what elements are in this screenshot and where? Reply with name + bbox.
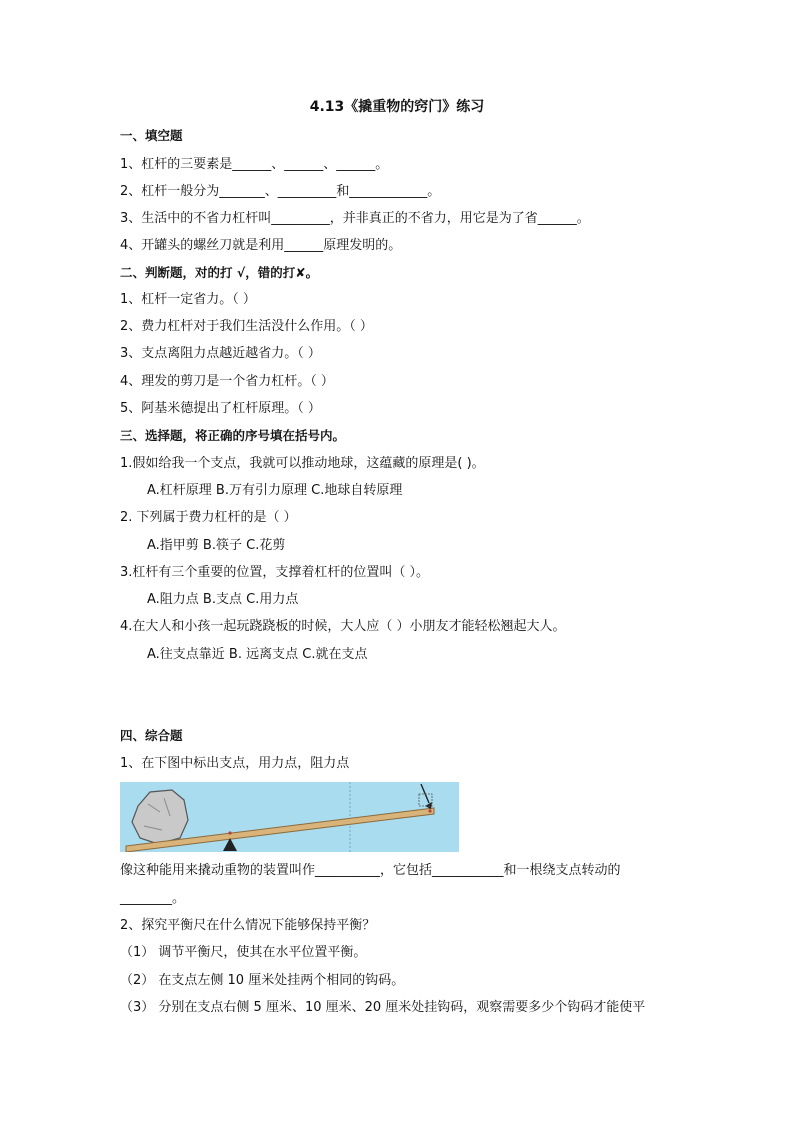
combo-step-1: （1） 调节平衡尺，使其在水平位置平衡。 bbox=[120, 945, 367, 960]
fill-question-1: 1、杠杆的三要素是______、______、______。 bbox=[120, 157, 389, 172]
judge-question-3: 3、支点离阻力点越近越省力。（ ） bbox=[120, 346, 321, 361]
combo-step-2: （2） 在支点左侧 10 厘米处挂两个相同的钩码。 bbox=[120, 973, 405, 988]
combo-fill-line-1: 像这种能用来撬动重物的装置叫作__________，它包括___________和一根绕支点转动的 bbox=[120, 863, 621, 878]
combo-fill-line-2: ________。 bbox=[120, 891, 186, 906]
combo-question-2: 2、探究平衡尺在什么情况下能够保持平衡？ bbox=[120, 918, 376, 933]
section-multiple-choice: 三、选择题，将正确的序号填在括号内。 bbox=[120, 428, 346, 443]
fill-question-2: 2、杠杆一般分为_______、_________和____________。 bbox=[120, 184, 441, 199]
choice-options-3: A.阻力点 B.支点 C.用力点 bbox=[147, 592, 299, 607]
choice-options-4: A.往支点靠近 B. 远离支点 C.就在支点 bbox=[147, 647, 368, 662]
judge-question-4: 4、理发的剪刀是一个省力杠杆。（ ） bbox=[120, 374, 334, 389]
section-true-false: 二、判断题，对的打 √，错的打✘。 bbox=[120, 265, 319, 280]
judge-question-2: 2、费力杠杆对于我们生活没什么作用。（ ） bbox=[120, 319, 373, 334]
section-fill-in: 一、填空题 bbox=[120, 128, 183, 143]
fill-question-3: 3、生活中的不省力杠杆叫_________，并非真正的不省力，用它是为了省______。 bbox=[120, 211, 590, 226]
choice-options-2: A.指甲剪 B.筷子 C.花剪 bbox=[147, 538, 286, 553]
fill-question-4: 4、开罐头的螺丝刀就是利用______原理发明的。 bbox=[120, 238, 402, 253]
choice-question-4: 4.在大人和小孩一起玩跷跷板的时候，大人应（ ）小朋友才能轻松翘起大人。 bbox=[120, 619, 566, 634]
judge-question-5: 5、阿基米德提出了杠杆原理。（ ） bbox=[120, 401, 321, 416]
section-comprehensive: 四、综合题 bbox=[120, 728, 183, 743]
choice-question-1: 1.假如给我一个支点，我就可以推动地球，这蕴藏的原理是( )。 bbox=[120, 456, 485, 471]
judge-question-1: 1、杠杆一定省力。（ ） bbox=[120, 292, 256, 307]
choice-question-3: 3.杠杆有三个重要的位置，支撑着杠杆的位置叫（ ）。 bbox=[120, 565, 430, 580]
choice-question-2: 2. 下列属于费力杠杆的是（ ） bbox=[120, 510, 297, 525]
combo-step-3: （3） 分别在支点右侧 5 厘米、10 厘米、20 厘米处挂钩码，观察需要多少个钩码才能使平 bbox=[120, 1000, 646, 1015]
combo-question-1: 1、在下图中标出支点，用力点，阻力点 bbox=[120, 756, 350, 771]
choice-options-1: A.杠杆原理 B.万有引力原理 C.地球自转原理 bbox=[147, 483, 403, 498]
page-title: 4.13《撬重物的窍门》练习 bbox=[309, 99, 485, 115]
lever-figure bbox=[120, 782, 459, 852]
